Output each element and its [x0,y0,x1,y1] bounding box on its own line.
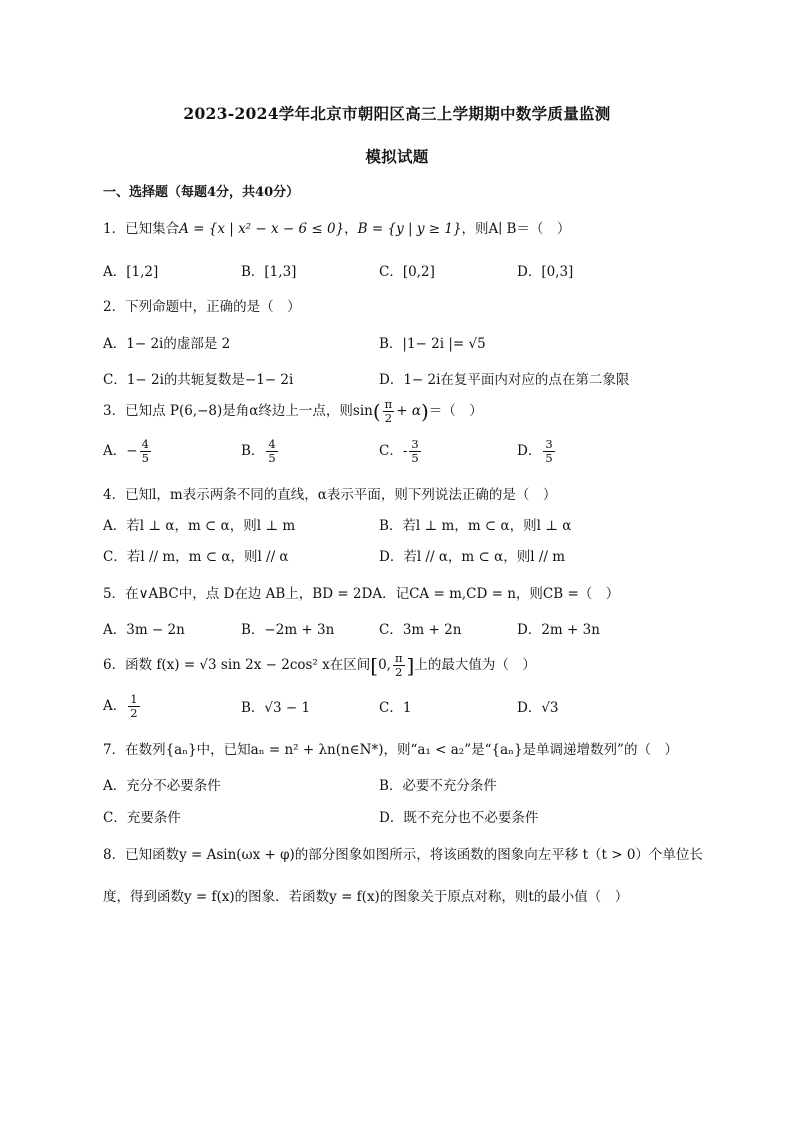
exam-subtitle: 模拟试题 [365,147,429,166]
q2-option-d: D．1− 2i在复平面内对应的点在第二象限 [379,372,630,388]
q3-option-a: A．− $\frac{4}{5}$ [103,437,149,465]
question-5-stem: 5．在∨ABC中，点 D在边 AB上，BD = 2DA．记CA = m,CD = n，则CB =（ ） [103,586,620,602]
section-heading: 一、选择题（每题4分，共40分） [103,185,300,200]
q6-option-a: A． $\frac{1}{2}$ [103,692,138,720]
q5-option-b: B．−2m + 3n [241,622,335,638]
q7-option-c: C．充要条件 [103,810,181,826]
question-2-stem: 2．下列命题中，正确的是（ ） [103,299,301,315]
question-7-stem: 7．在数列{aₙ}中，已知aₙ = n² + λn(n∈N*)，则“a₁ < a₂”是“{aₙ}是单调递增数列”的（ ） [103,742,678,758]
q1-option-c: C．[0,2] [379,264,435,280]
q7-option-a: A．充分不必要条件 [103,778,221,794]
q2-option-b: B．|1− 2i |= √5 [379,336,486,352]
q3-option-c: C．- $\frac{3}{5}$ [379,437,419,465]
question-1-stem: 1．已知集合A = {x | x² − x − 6 ≤ 0}，B = {y | y ≥ 1}，则A∣ B＝（ ） [103,221,571,237]
question-6-stem: 6．函数 f(x) = √3 sin 2x − 2cos² x在区间[0, $\frac{\pi}{2}$ ]上的最大值为（ ） [103,651,536,679]
q1-option-b: B．[1,3] [241,264,297,280]
exam-title: 2023-2024学年北京市朝阳区高三上学期期中数学质量监测 [183,104,611,123]
q3-option-b: B． $\frac{4}{5}$ [241,437,276,465]
q6-option-b: B．√3 − 1 [241,700,311,716]
q1-option-a: A．[1,2] [103,264,159,280]
q7-option-b: B．必要不充分条件 [379,778,497,794]
q5-option-a: A．3m − 2n [103,622,185,638]
q4-option-a: A．若l ⊥ α，m ⊂ α，则l ⊥ m [103,518,296,534]
set-b: B = {y | y ≥ 1} [357,221,462,237]
q5-option-d: D．2m + 3n [517,622,600,638]
q3-option-d: D． $\frac{3}{5}$ [517,437,553,465]
q2-option-c: C．1− 2i的共轭复数是−1− 2i [103,372,294,388]
q6-option-d: D．√3 [517,700,559,716]
q4-option-b: B．若l ⊥ m，m ⊂ α，则l ⊥ α [379,518,572,534]
question-8-line-1: 8．已知函数y = Asin(ωx + φ)的部分图象如图所示，将该函数的图象向左平移 t（t > 0）个单位长 [103,847,703,863]
q1-option-d: D．[0,3] [517,264,574,280]
q2-option-a: A．1− 2i的虚部是 2 [103,336,231,352]
pi-over-2: $\frac{\pi}{2}$ [384,397,393,425]
question-8-line-2: 度，得到函数y = f(x)的图象．若函数y = f(x)的图象关于原点对称，则t的最小值（ ） [103,889,629,905]
q4-option-d: D．若l // α，m ⊂ α，则l // m [379,549,566,565]
q7-option-d: D．既不充分也不必要条件 [379,810,539,826]
question-4-stem: 4．已知l，m表示两条不同的直线，α表示平面，则下列说法正确的是（ ） [103,487,557,503]
q6-option-c: C．1 [379,700,412,716]
question-3-stem: 3．已知点 P(6,−8)是角α终边上一点，则sin( $\frac{\pi}{2}$ + α)＝（ ） [103,397,483,425]
pi-over-2-interval: $\frac{\pi}{2}$ [394,651,403,679]
set-a: A = {x | x² − x − 6 ≤ 0} [179,221,345,237]
q4-option-c: C．若l // m，m ⊂ α，则l // α [103,549,289,565]
q5-option-c: C．3m + 2n [379,622,462,638]
